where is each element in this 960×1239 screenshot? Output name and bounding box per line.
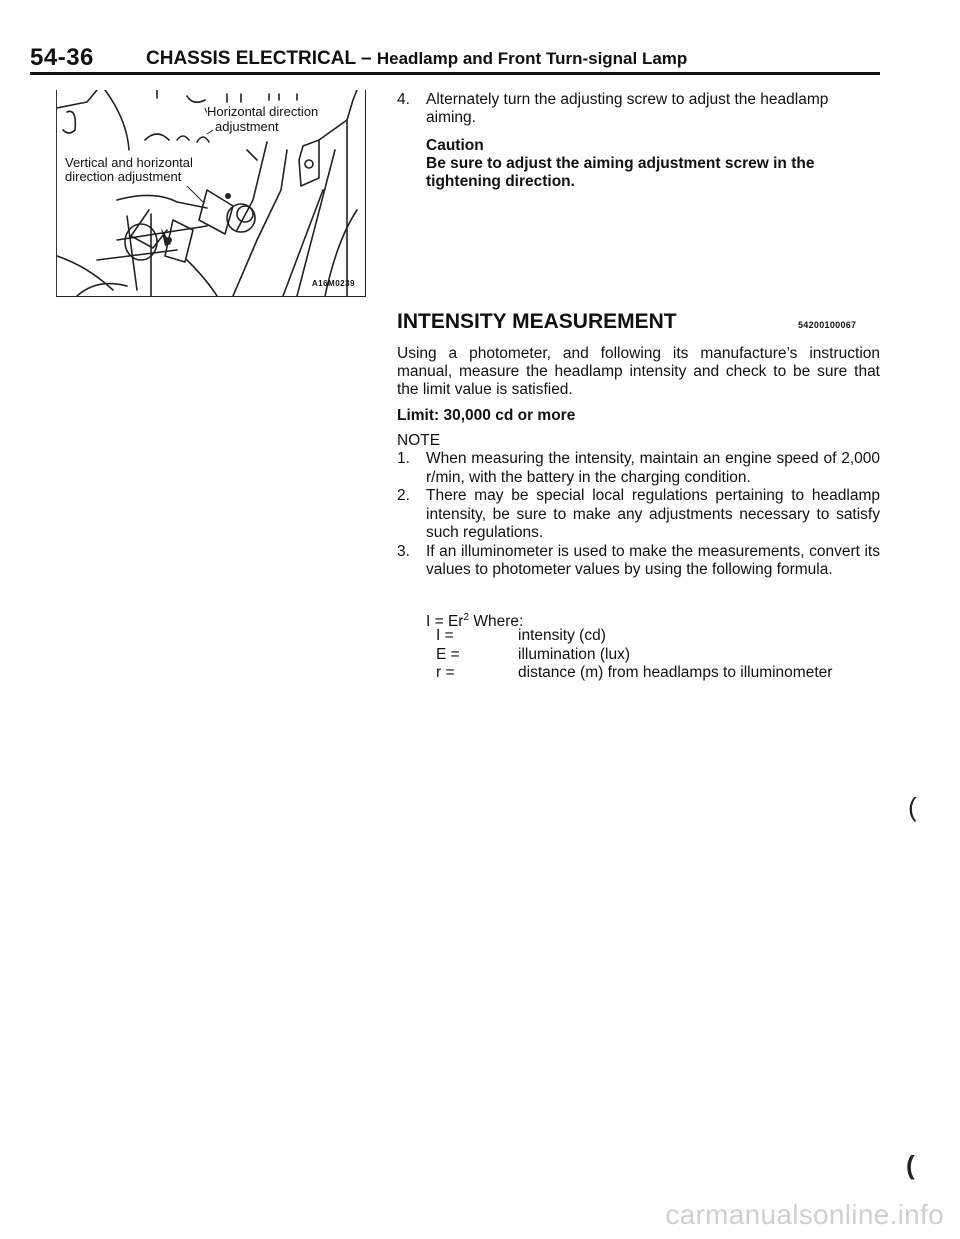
- formula-where: Where:: [469, 613, 524, 630]
- definition-value: intensity (cd): [518, 627, 606, 644]
- horizontal-direction-label: Horizontal direction: [207, 104, 319, 119]
- title-separator: –: [361, 48, 372, 69]
- section-heading: INTENSITY MEASUREMENT: [397, 310, 677, 333]
- definition-symbol: E =: [436, 645, 460, 663]
- note-text: There may be special local regulations pertaining to headlamp intensity, be sure to make any adjustments necessary to satisfy such regulations.: [426, 487, 880, 541]
- note-item: [397, 450, 880, 487]
- section-title: [146, 48, 687, 70]
- note-list: [397, 450, 880, 580]
- direction-adjustment-label: direction adjustment: [65, 169, 182, 184]
- step-4: [397, 91, 880, 127]
- section-code: 54200100067: [798, 320, 857, 330]
- watermark: carmanualsonline.info: [665, 1199, 944, 1230]
- definition-value: distance (m) from headlamps to illuminometer: [518, 664, 833, 681]
- intensity-intro: Using a photometer, and following its manufacture’s instruction manual, measure the headlamp intensity and check to be sure that the limit value is satisfied.: [397, 345, 880, 398]
- caution-block: [426, 137, 880, 191]
- header-rule: [30, 72, 880, 75]
- caution-text: Be sure to adjust the aiming adjustment screw in the tightening direction.: [426, 155, 815, 190]
- note-number: 3.: [397, 542, 410, 560]
- note-text: When measuring the intensity, maintain an engine speed of 2,000 r/min, with the battery in the charging condition.: [426, 450, 880, 486]
- caution-title: Caution: [426, 137, 484, 154]
- note-item: [397, 487, 880, 543]
- scan-mark: (: [906, 1150, 915, 1180]
- headlamp-adjustment-figure: [56, 90, 366, 297]
- limit-value: Limit: 30,000 cd or more: [397, 407, 576, 424]
- page-number: 54-36: [30, 44, 94, 71]
- subsection-name: Headlamp and Front Turn-signal Lamp: [376, 49, 688, 68]
- step-number: 4.: [397, 91, 410, 108]
- section-name: CHASSIS ELECTRICAL: [146, 48, 356, 69]
- note-heading: NOTE: [397, 432, 441, 449]
- step-text: Alternately turn the adjusting screw to adjust the headlamp aiming.: [426, 91, 829, 126]
- definition-value: illumination (lux): [518, 645, 630, 663]
- note-number: 2.: [397, 487, 410, 504]
- formula-exponent: 2: [463, 612, 470, 623]
- horizontal-adjustment-label: adjustment: [215, 119, 279, 134]
- note-text: If an illuminometer is used to make the measurements, convert its values to photometer values by using the following formula.: [426, 542, 880, 578]
- note-number: 1.: [397, 450, 410, 467]
- note-item: [397, 543, 880, 580]
- scan-mark: (: [908, 792, 917, 822]
- figure-code: A16M0239: [311, 279, 355, 288]
- definition-symbol: r =: [436, 664, 455, 681]
- headlamp-illustration: [57, 90, 365, 296]
- vertical-horizontal-label: Vertical and horizontal: [65, 155, 193, 170]
- formula-lhs: I = Er: [426, 613, 464, 630]
- definition-symbol: I =: [436, 627, 454, 644]
